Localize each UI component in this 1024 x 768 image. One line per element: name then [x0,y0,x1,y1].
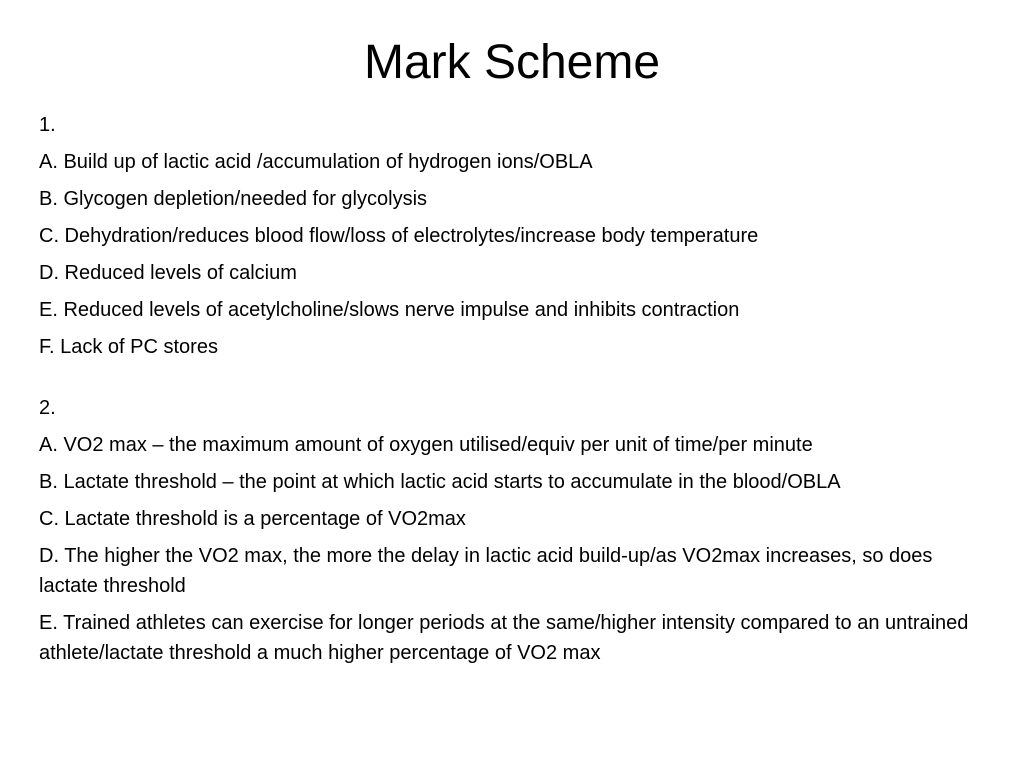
section-2-item-d: D. The higher the VO2 max, the more the delay in lactic acid build-up/as VO2max increases, so does lactate threshold [39,545,933,597]
section-1-number: 1. [39,114,56,136]
section-1-item-a: A. Build up of lactic acid /accumulation of hydrogen ions/OBLA [39,151,593,173]
section-1-item-d: D. Reduced levels of calcium [39,262,297,284]
slide-body [39,110,989,675]
section-1-item-c: C. Dehydration/reduces blood flow/loss of electrolytes/increase body temperature [39,225,759,247]
section-2-item-a: A. VO2 max – the maximum amount of oxygen utilised/equiv per unit of time/per minute [39,434,813,456]
section-1-item-b: B. Glycogen depletion/needed for glycolysis [39,188,428,210]
slide-title: Mark Scheme [363,36,661,89]
section-1-item-e: E. Reduced levels of acetylcholine/slows nerve impulse and inhibits contraction [39,299,740,321]
section-2-item-b: B. Lactate threshold – the point at which lactic acid starts to accumulate in the blood/OBLA [39,471,841,493]
section-2-item-e: E. Trained athletes can exercise for longer periods at the same/higher intensity compared to an untrained athlete/lactate threshold a much higher percentage of VO2 max [39,612,969,664]
section-1-item-f: F. Lack of PC stores [39,336,218,358]
section-spacer [39,369,989,393]
section-2-number: 2. [39,397,56,419]
section-2-item-c: C. Lactate threshold is a percentage of VO2max [39,508,466,530]
